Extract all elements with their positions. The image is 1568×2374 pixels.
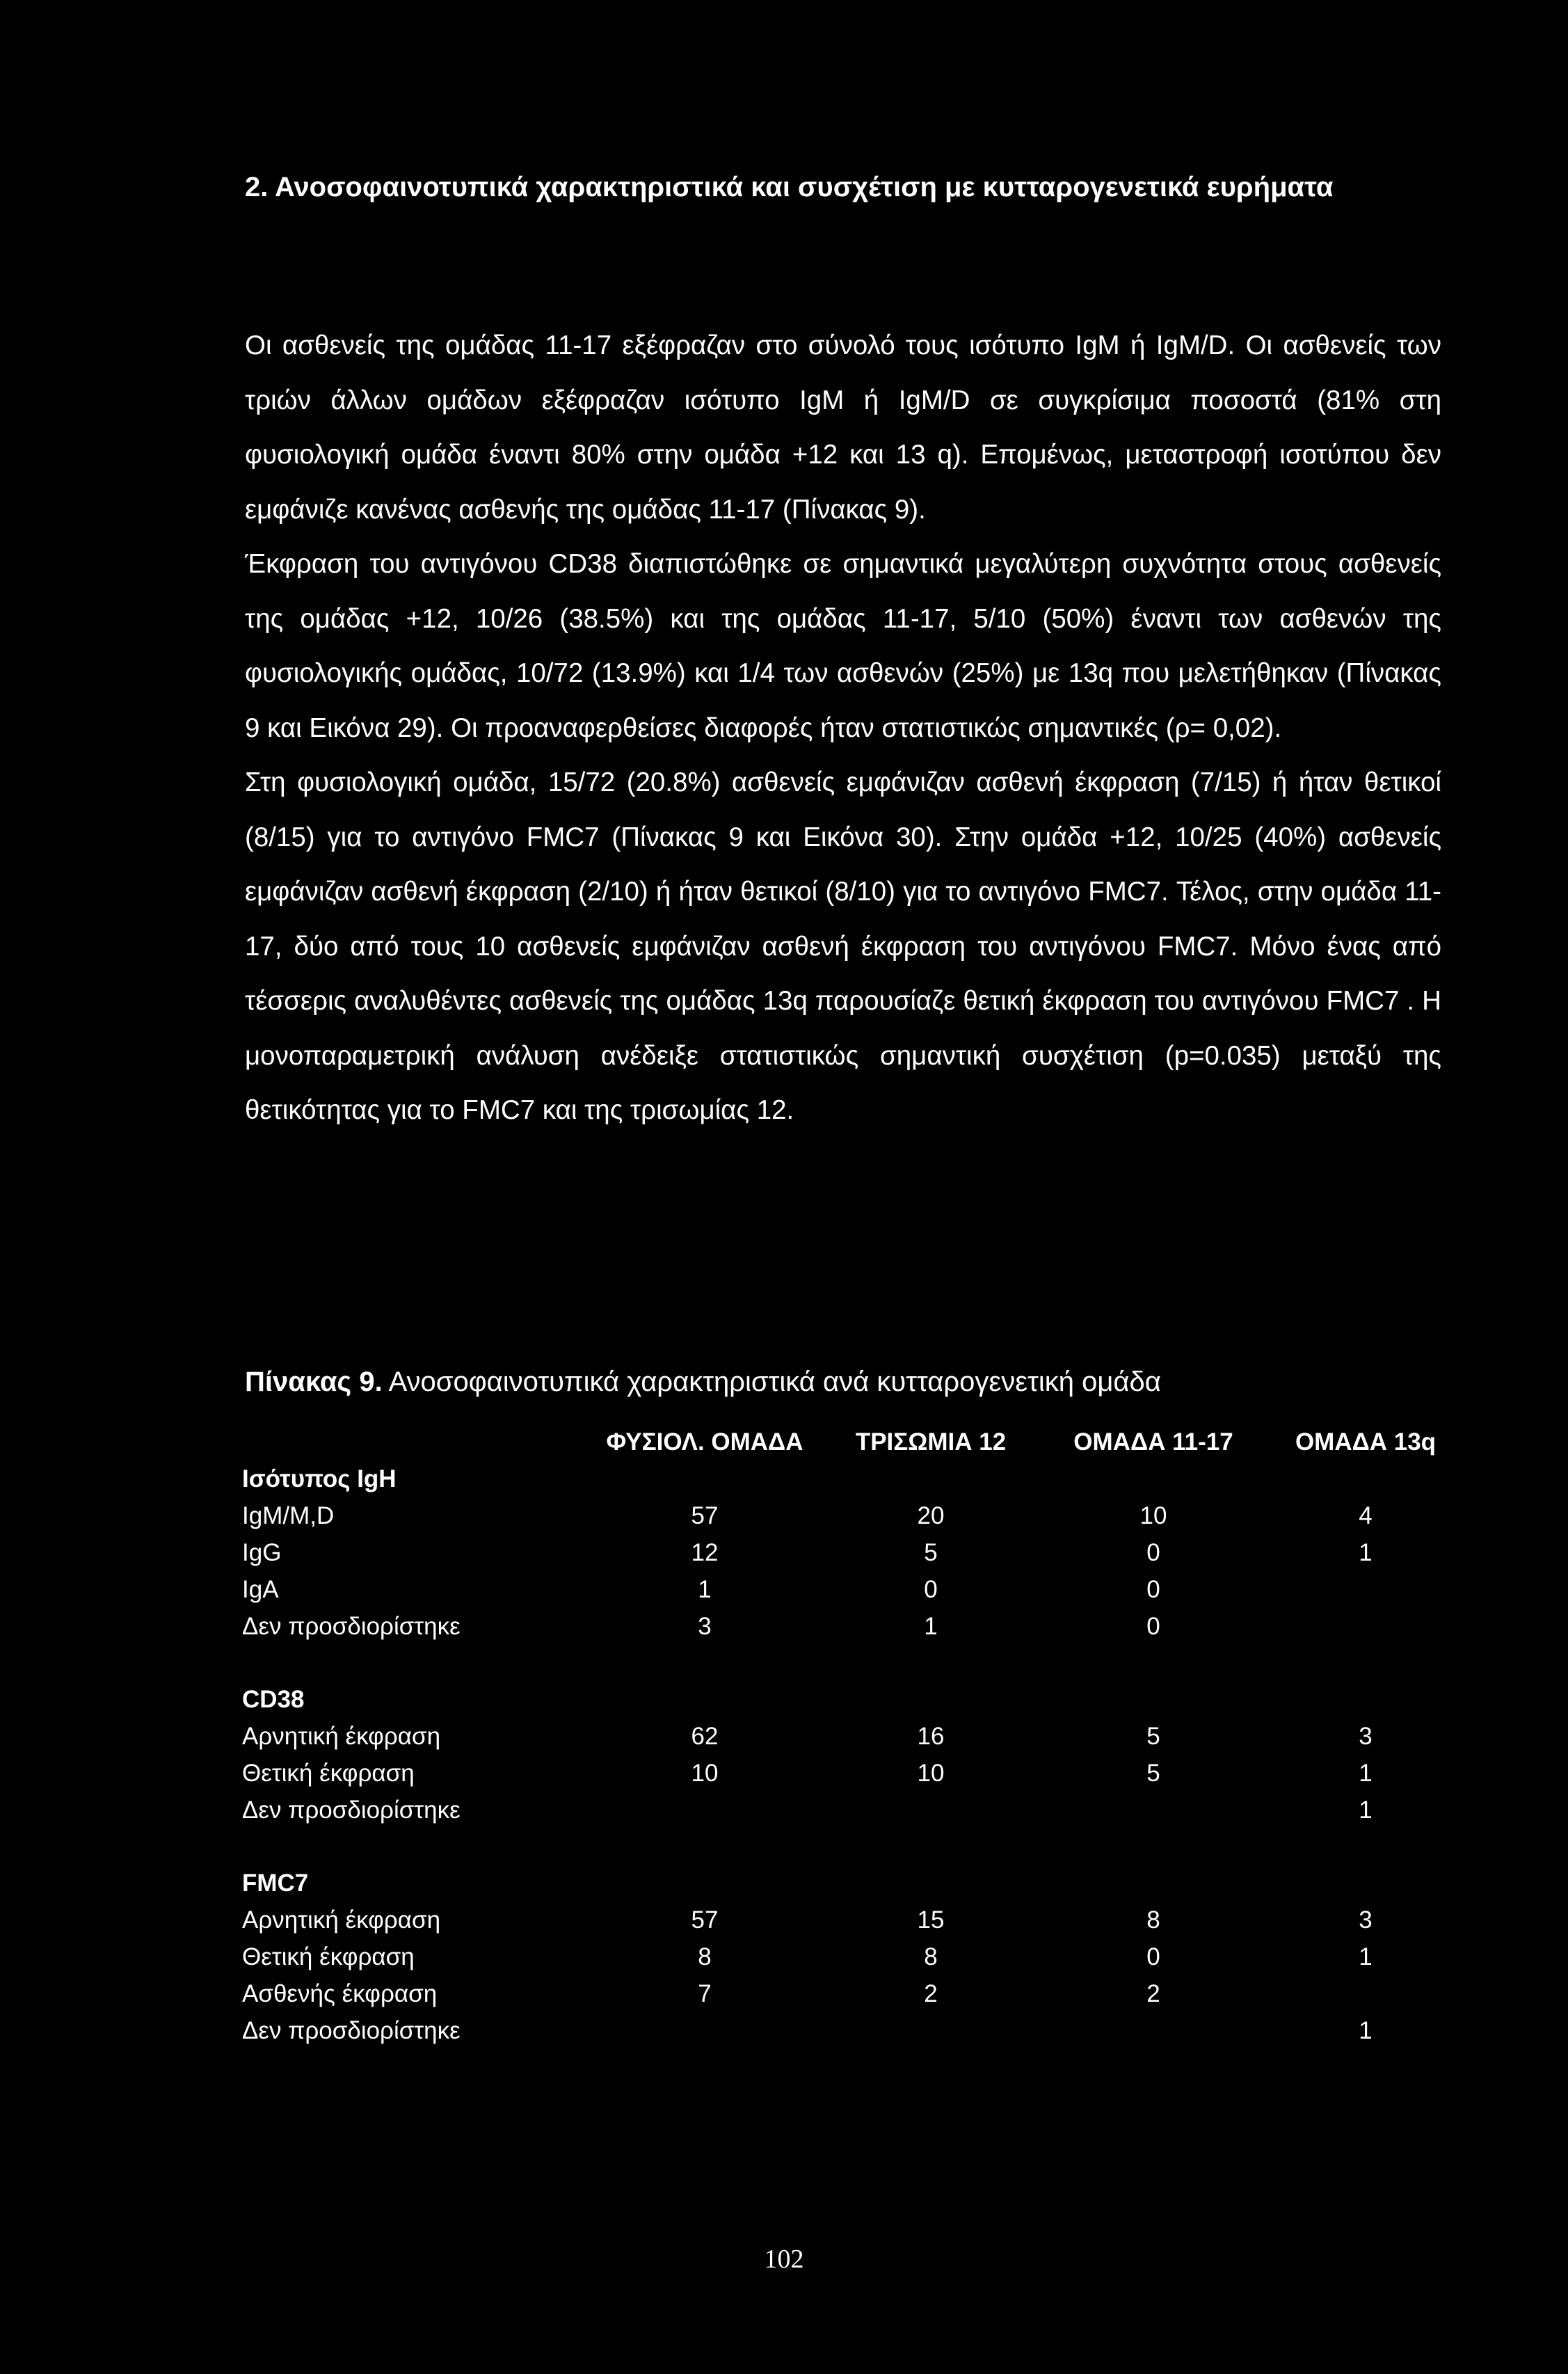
table-cell: 1 [1359,1760,1373,1787]
table-cell: 0 [1146,1539,1160,1566]
row-label: IgA [242,1576,279,1603]
immunophenotype-table [242,1424,1466,2049]
table-header-row [242,1424,1466,1460]
paragraph-isotype: Οι ασθενείς της ομάδας 11-17 εξέφραζαν στο σύνολό τους ισότυπο IgM ή IgM/D. Οι ασθενείς των τριών άλλων ομάδων εξέφραζαν ισότυπο IgM ή IgM/D σε συγκρίσιμα ποσοστά (81% στη φυσιολογική ομάδα έναντι 80% στην ομάδα +12 και 13 q). Επομένως, μεταστροφή ισοτύπου δεν εμφάνιζε κανένας ασθενής της ομάδας 11-17 (Πίνακας 9). [245,330,1441,525]
table-row [242,1792,1466,1829]
table-cell: 2 [1146,1980,1160,2007]
table-cell: 1 [924,1613,938,1640]
table-row [242,1571,1466,1608]
section-title: CD38 [242,1686,305,1713]
section-heading: 2. Ανοσοφαινοτυπικά χαρακτηριστικά και συσχέτιση με κυτταρογενετικά ευρήματα [245,172,1334,202]
section-title-row [242,1681,1466,1718]
table-cell [590,1792,819,1829]
row-label: Δεν προσδιορίστηκε [242,1613,461,1640]
row-label: Δεν προσδιορίστηκε [242,1797,461,1824]
table-cell: 57 [691,1502,719,1529]
table-cell: 0 [1146,1576,1160,1603]
table-cell: 0 [1146,1943,1160,1970]
table-cell: 2 [924,1980,938,2007]
table-cell: 57 [691,1906,719,1934]
paragraph-cd38: Έκφραση του αντιγόνου CD38 διαπιστώθηκε σε σημαντικά μεγαλύτερη συχνότητα στους ασθενείς της ομάδας +12, 10/26 (38.5%) και της ομάδας 11-17, 5/10 (50%) έναντι των ασθενών της φυσιολογικής ομάδας, 10/72 (13.9%) και 1/4 των ασθενών (25%) με 13q που μελετήθηκαν (Πίνακας 9 και Εικόνα 29). Οι προαναφερθείσες διαφορές ήταν στατιστικώς σημαντικές (ρ= 0,02). [245,549,1441,743]
table-cell: 8 [1146,1906,1160,1934]
section-title-row [242,1865,1466,1902]
table-caption [245,1362,1161,1401]
column-header: ΦΥΣΙΟΛ. ΟΜΑΔΑ [606,1428,803,1456]
section-title: FMC7 [242,1870,309,1897]
column-header: ΤΡΙΣΩΜΙΑ 12 [855,1428,1007,1456]
table-cell: 1 [1359,1943,1373,1970]
page-number: 102 [764,2245,804,2274]
table-cell: 3 [1359,1906,1373,1934]
table-cell: 1 [1359,2017,1373,2044]
table-cell: 3 [1359,1723,1373,1750]
table-cell [819,1792,1042,1829]
table-row [242,1902,1466,1938]
row-label: Θετική έκφραση [242,1760,415,1787]
table-cell: 1 [1359,1539,1373,1566]
table-cell [1042,2012,1265,2049]
table-cell [1265,1571,1466,1608]
table-row [242,1975,1466,2012]
row-label: Δεν προσδιορίστηκε [242,2017,461,2044]
table-row [242,1497,1466,1534]
table-cell: 5 [1146,1723,1160,1750]
table-cell: 4 [1359,1502,1373,1529]
row-label: Ασθενής έκφραση [242,1980,438,2007]
table-row [242,1718,1466,1755]
table-cell: 3 [698,1613,712,1640]
table-cell: 1 [698,1576,712,1603]
section-title: Ισότυπος IgH [242,1465,397,1492]
table-row [242,1938,1466,1975]
table-cell: 62 [691,1723,719,1750]
section-title-row [242,1460,1466,1497]
table-cell [819,2012,1042,2049]
paragraph-fmc7: Στη φυσιολογική ομάδα, 15/72 (20.8%) ασθενείς εμφάνιζαν ασθενή έκφραση (7/15) ή ήταν θετικοί (8/15) για το αντιγόνο FMC7 (Πίνακας 9 και Εικόνα 30). Στην ομάδα +12, 10/25 (40%) ασθενείς εμφάνιζαν ασθενή έκφραση (2/10) ή ήταν θετικοί (8/10) για το αντιγόνο FMC7. Τέλος, στην ομάδα 11-17, δύο από τους 10 ασθενείς εμφάνιζαν ασθενή έκφραση του αντιγόνου FMC7. Μόνο ένας από τέσσερις αναλυθέντες ασθενείς της ομάδας 13q παρουσίαζε θετική έκφραση του αντιγόνου FMC7 . Η μονοπαραμετρική ανάλυση ανέδειξε στατιστικώς σημαντική συσχέτιση (p=0.035) μεταξύ της θετικότητας για το FMC7 και της τρισωμίας 12. [245,767,1441,1125]
table-cell: 20 [917,1502,945,1529]
table-cell: 8 [924,1943,938,1970]
table-cell: 8 [698,1943,712,1970]
row-label: IgG [242,1539,282,1566]
table-cell: 10 [917,1760,945,1787]
table-row [242,1534,1466,1571]
table-cell: 15 [917,1906,945,1934]
row-label: IgM/M,D [242,1502,335,1529]
column-header: ΟΜΑΔΑ 13q [1295,1428,1437,1456]
table-cell [1042,1792,1265,1829]
table-caption-label: Πίνακας 9. [245,1367,383,1397]
table-cell: 7 [698,1980,712,2007]
body-text [245,319,1441,1138]
row-label: Θετική έκφραση [242,1943,415,1970]
table-cell: 16 [917,1723,945,1750]
column-header: ΟΜΑΔΑ 11-17 [1073,1428,1233,1456]
table-cell: 5 [1146,1760,1160,1787]
row-label: Αρνητική έκφραση [242,1906,441,1934]
table-cell: 5 [924,1539,938,1566]
table-caption-text: Ανοσοφαινοτυπικά χαρακτηριστικά ανά κυτταρογενετική ομάδα [382,1367,1161,1397]
table-row [242,2012,1466,2049]
table-cell: 12 [691,1539,719,1566]
table-cell: 0 [1146,1613,1160,1640]
table-cell [590,2012,819,2049]
table-row [242,1608,1466,1645]
table-row [242,1755,1466,1792]
header-spacer [242,1424,590,1460]
table-cell: 10 [691,1760,719,1787]
table-cell [1265,1975,1466,2012]
table-cell: 0 [924,1576,938,1603]
row-label: Αρνητική έκφραση [242,1723,441,1750]
table-cell: 10 [1139,1502,1167,1529]
table-cell [1265,1608,1466,1645]
table-cell: 1 [1359,1797,1373,1824]
